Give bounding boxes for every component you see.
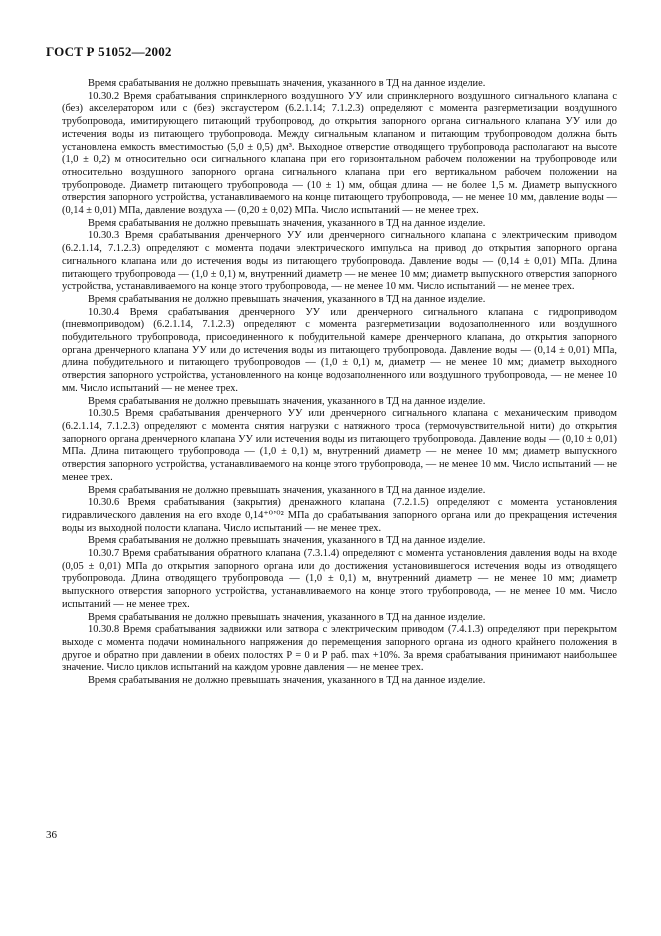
page-number: 36: [46, 829, 57, 841]
paragraph-note: Время срабатывания не должно превышать значения, указанного в ТД на данное изделие.: [88, 78, 486, 89]
paragraph-10-30-2: 10.30.2 Время срабатывания спринклерного воздушного УУ или спринклерного воздушного сигнального клапана с (без) акселератором или с (без) эксгаустером (6.2.1.14; 7.1.2.3) определяют с момента разгерметизации воздушного трубопровода, имитирующего питающий трубопровод, до открытия запорного органа сигнального клапана УУ или до истечения воды из питающего трубопровода. Между сигнальным клапаном и питающим трубопроводом должна быть установлена емкость вместимостью (5,0 ± 0,5) дм³. Выходное отверстие отводящего трубопровода располагают на высоте (1,0 ± 0,2) м относительно оси сигнального клапана при его горизонтальном рабочем положении на трубопроводе или относительно воздушного запорного органа сигнального клапана при его вертикальном рабочем положении на трубопроводе. Диаметр питающего трубопровода — (10 ± 1) мм, общая длина — не более 1,5 м. Диаметр выпускного отверстия запорного устройства, устанавливаемого на конце питающего трубопровода, — не менее 10 мм, давление воды — (0,14 ± 0,01) МПа, давление воздуха — (0,20 ± 0,02) МПа. Число испытаний — не менее трех.: [62, 90, 617, 217]
paragraph-note: Время срабатывания не должно превышать значения, указанного в ТД на данное изделие.: [88, 535, 486, 547]
paragraph-10-30-6: 10.30.6 Время срабатывания (закрытия) дренажного клапана (7.2.1.5) определяют с момента установления гидравлического давления на его входе 0,14⁺⁰’⁰² МПа до срабатывания запорного органа или до прекращения истечения воды из выходной полости клапана. Число испытаний — не менее трех.: [62, 497, 617, 534]
paragraph-note: Время срабатывания не должно превышать значения, указанного в ТД на данное изделие.: [88, 675, 486, 687]
paragraph-10-30-4: 10.30.4 Время срабатывания дренчерного УУ или дренчерного сигнального клапана с гидроприводом (пневмоприводом) (6.2.1.14, 7.1.2.3) определяют с момента разгерметизации водозаполненного или воздушного побудительного трубопровода, присоединенного к побудительной камере дренчерного клапана, до открытия запорного органа дренчерного клапана УУ или до истечения воды из питающего трубопровода. Давление воды — (0,14 ± 0,01) МПа, длина побудительного и питающего трубопроводов — (1,0 ± 0,1) м, диаметр — не менее 10 мм; диаметр выходного отверстия запорного устройства, установленного на конце водозаполненного или воздушного трубопровода, — не менее 10 мм. Число испытаний — не менее трех.: [62, 306, 617, 394]
paragraph-note: Время срабатывания не должно превышать значения, указанного в ТД на данное изделие.: [88, 611, 486, 623]
paragraph-note: Время срабатывания не должно превышать значения, указанного в ТД на данное изделие.: [88, 293, 486, 305]
document-body: [62, 78, 617, 688]
paragraph-10-30-5: 10.30.5 Время срабатывания дренчерного УУ или дренчерного сигнального клапана с механическим приводом (6.2.1.14, 7.1.2.3) определяют с момента снятия нагрузки с натяжного троса (термочувствительной нити) до открытия запорного органа дренчерного клапана УУ или истечения воды из питающего трубопровода. Давление воды — (0,10 ± 0,01) МПа. Длина питающего трубопровода — (1,0 ± 0,1) м, внутренний диаметр — не менее 10 мм; диаметр выпускного отверстия запорного устройства, устанавливаемого на конце этого трубопровода, — не менее 10 мм. Число испытаний — не менее трех.: [62, 408, 617, 483]
standard-header: ГОСТ Р 51052—2002: [46, 44, 172, 59]
paragraph-10-30-3: 10.30.3 Время срабатывания дренчерного УУ или дренчерного сигнального клапана с электрическим приводом (6.2.1.14, 7.1.2.3) определяют с момента подачи электрического импульса на привод до открытия запорного органа сигнального клапана или до истечения воды из питающего трубопровода. Давление воды — (0,14 ± 0,01) МПа. Длина питающего трубопровода — (1,0 ± 0,1) м, внутренний диаметр — не менее 10 мм; диаметр выпускного отверстия запорного устройства, устанавливаемого на конце этого трубопровода, — не менее 10 мм. Число испытаний — не менее трех.: [62, 230, 617, 293]
paragraph-10-30-7: 10.30.7 Время срабатывания обратного клапана (7.3.1.4) определяют с момента установления давления воды на входе (0,05 ± 0,01) МПа до открытия запорного органа или до достижения установившегося истечения воды из отводящего трубопровода. Длина отводящего трубопровода — (1,0 ± 0,1) м, внутренний диаметр — не менее 10 мм; диаметр выпускного отверстия запорного устройства, устанавливаемого на конце этого трубопровода, — не менее 10 мм. Число испытаний — не менее трех.: [62, 548, 617, 610]
paragraph-note: Время срабатывания не должно превышать значения, указанного в ТД на данное изделие.: [88, 217, 486, 229]
paragraph-10-30-8: 10.30.8 Время срабатывания задвижки или затвора с электрическим приводом (7.4.1.3) определяют при перекрытом выходе с момента подачи номинального напряжения до перемещения запорного органа из одного крайнего положения в другое и обратно при давлении в обеих полостях Р = 0 и Р раб. max +10%. За время срабатывания принимают наибольшее значение. Число циклов испытаний на каждом уровне давления — не менее трех.: [62, 624, 617, 674]
paragraph-note: Время срабатывания не должно превышать значения, указанного в ТД на данное изделие.: [88, 484, 486, 496]
paragraph-note: Время срабатывания не должно превышать значения, указанного в ТД на данное изделие.: [88, 395, 486, 407]
